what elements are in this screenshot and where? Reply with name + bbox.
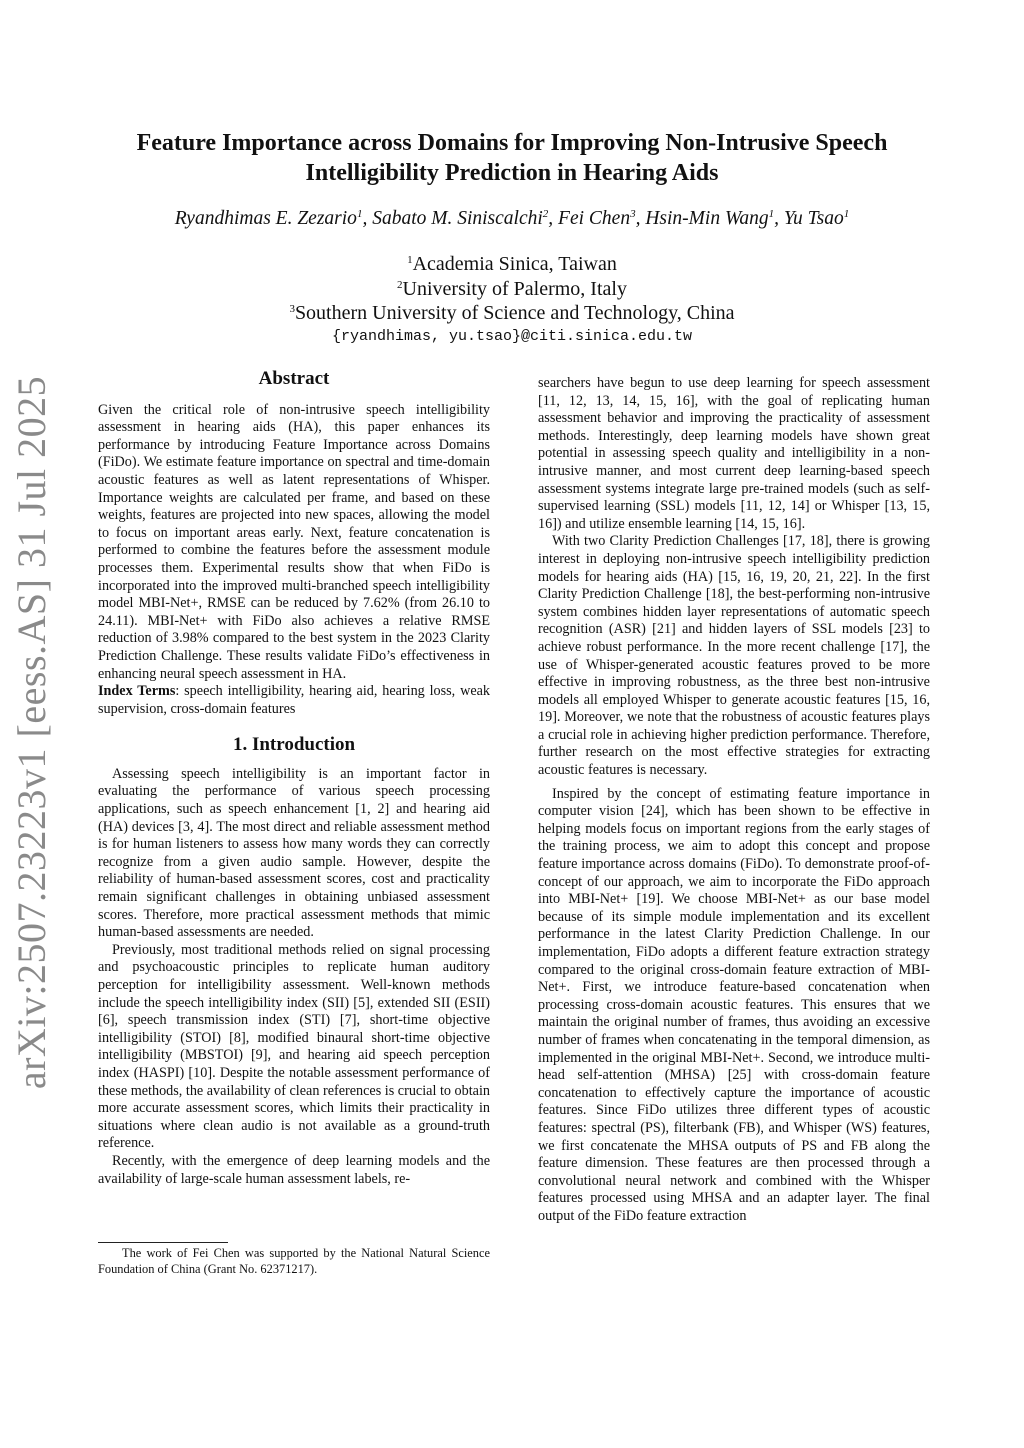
footnote: The work of Fei Chen was supported by the National Natural Science Foundation of China (Grant No. 62371217). (98, 1246, 490, 1276)
author-name: Sabato M. Siniscalchi (372, 208, 543, 229)
affiliation: $^3$Southern University of Science and Technology, China (289, 302, 735, 324)
body-paragraph: Recently, with the emergence of deep learning models and the availability of large-scale human assessment labels, re- (98, 1152, 490, 1187)
author-name: Ryandhimas E. Zezario (174, 208, 357, 229)
index-terms: Index Terms: speech intelligibility, hearing aid, hearing loss, weak supervision, cross-domain features (98, 683, 491, 717)
affiliation: $^2$University of Palermo, Italy (397, 278, 627, 300)
body-paragraph: With two Clarity Prediction Challenges [17, 18], there is growing interest in deploying non-intrusive speech intelligibility prediction models for hearing aids (HA) [15, 16, 19, 20, 21, 22]. In the first Clarity Prediction Challenge [18], the best-performing non-intrusive system combines hidden layer representations of automatic speech recognition (ASR) [21] and hidden layers of SSL models [23] to achieve robust performance. In the more recent challenge [17], the use of Whisper-generated acoustic features proved to be more effective in improving robustness, as the three best non-intrusive models all employed Whisper to generate acoustic features [15, 16, 19]. Moreover, we note that the robustness of acoustic features plays a crucial role in achieving higher prediction performance. Therefore, further research on the most effective strategies for extracting acoustic features is necessary. (538, 533, 930, 779)
author-list: Ryandhimas E. Zezario$^1$, Sabato M. Siniscalchi$^2$, Fei Chen$^3$, Hsin-Min Wang$^1$, Yu Tsao$^1$ (174, 208, 850, 229)
body-paragraph: Inspired by the concept of estimating feature importance in computer vision [24], which has been shown to be effective in helping models focus on important regions from the early stages of the training process, we aim to adopt this concept and propose feature importance across domains (FiDo). To demonstrate proof-of-concept of our approach, we aim to incorporate the FiDo approach into MBI-Net+ [19]. We choose MBI-Net+ as our base model because of its simple module implementation and its excellent performance in the latest Clarity Prediction Challenge. In our implementation, FiDo adopts a different feature extraction strategy compared to the original cross-domain feature extraction of MBI-Net+. First, we introduce feature-based concatenation when processing cross-domain acoustic features. This ensures that we maintain the original number of frames, thus avoiding an excessive number of frames when concatenating in the temporal dimension, as implemented in the original MBI-Net+. Second, we introduce multi-head self-attention (MHSA) [25] with cross-domain feature concatenation to effectively capture the importance of acoustic features. Since FiDo utilizes three different types of acoustic features: spectral (PS), filterbank (FB), and Whisper (WS) features, we first concatenate the MHSA outputs of PS and FB along the feature dimension. These features are then processed through a convolutional neural network and combined with the Whisper features processed using MHSA and an adapter layer. The final output of the FiDo feature extraction (538, 785, 930, 1224)
body-paragraph: searchers have begun to use deep learning for speech assessment [11, 12, 13, 14, 15, 16], with the goal of replicating human assessment behavior and improving the practicality of assessment methods. Interestingly, deep learning models have shown great potential in assessing speech quality and intelligibility in a non-intrusive manner, and most current deep learning-based speech assessment systems integrate large pre-trained models (such as self-supervised learning (SSL) models [11, 12, 14] or Whisper [13, 15, 16]) and utilize ensemble learning [14, 15, 16]. (538, 375, 930, 532)
author-name: Hsin-Min Wang (645, 208, 769, 229)
contact-email: {ryandhimas, yu.tsao}@citi.sinica.edu.tw (331, 328, 693, 345)
abstract-heading: Abstract (258, 368, 330, 389)
paper-title: Feature Importance across Domains for Improving Non-Intrusive Speech Intelligibility Prediction in Hearing Aids (136, 130, 888, 186)
left-column (98, 370, 490, 1188)
author-name: Yu Tsao (783, 208, 844, 229)
arxiv-stamp: arXiv:2507.23223v1 [eess.AS] 31 Jul 2025 (9, 375, 55, 1089)
body-paragraph: Assessing speech intelligibility is an important factor in evaluating the performance of various speech processing applications, such as speech enhancement [1, 2] and hearing aid (HA) devices [3, 4]. The most direct and reliable assessment method is for human listeners to assess how many words they can correctly recognize from a given audio sample. However, despite the reliability of human-based assessment scores, cost and practicality remain significant challenges in obtaining unbiased assessment scores. Therefore, more practical assessment methods that mimic human-based assessments are needed. (98, 765, 490, 941)
author-name: Fei Chen (558, 208, 631, 229)
right-column (538, 375, 930, 1226)
body-paragraph: Previously, most traditional methods relied on signal processing and psychoacoustic principles to replicate human auditory perception for intelligibility assessment. Well-known methods include the speech intelligibility index (SII) [5], extended SII (ESII) [6], speech transmission index (STI) [7], short-time objective intelligibility (STOI) [8], modified binaural short-time objective intelligibility (MBSTOI) [9], and hearing aid speech perception index (HASPI) [10]. Despite the notable assessment performance of these methods, the availability of clean references is crucial to obtain more accurate assessment scores, which limits their practicality in situations where clean audio is not available as a ground-truth reference. (98, 941, 490, 1152)
footnote-rule (98, 1242, 228, 1243)
abstract-text: Given the critical role of non-intrusive speech intelligibility assessment in hearing aids (HA), this paper enhances its performance by introducing Feature Importance across Domains (FiDo). We estimate feature importance on spectral and time-domain acoustic features as well as latent representations of Whisper. Importance weights are calculated per frame, and based on these weights, features are projected into new spaces, allowing the model to focus on important areas early. Next, feature concatenation is performed to combine the features before the assessment module processes them. Experimental results show that when FiDo is incorporated into the improved multi-branched speech intelligibility model MBI-Net+, RMSE can be reduced by 7.62% (from 26.10 to 24.11). MBI-Net+ with FiDo also achieves a relative RMSE reduction of 3.98% compared to the best system in the 2023 Clarity Prediction Challenge. These results validate FiDo’s effectiveness in enhancing neural speech assessment in HA. (98, 401, 490, 682)
affiliation: $^1$Academia Sinica, Taiwan (407, 253, 617, 275)
intro-heading: 1. Introduction (232, 734, 356, 756)
